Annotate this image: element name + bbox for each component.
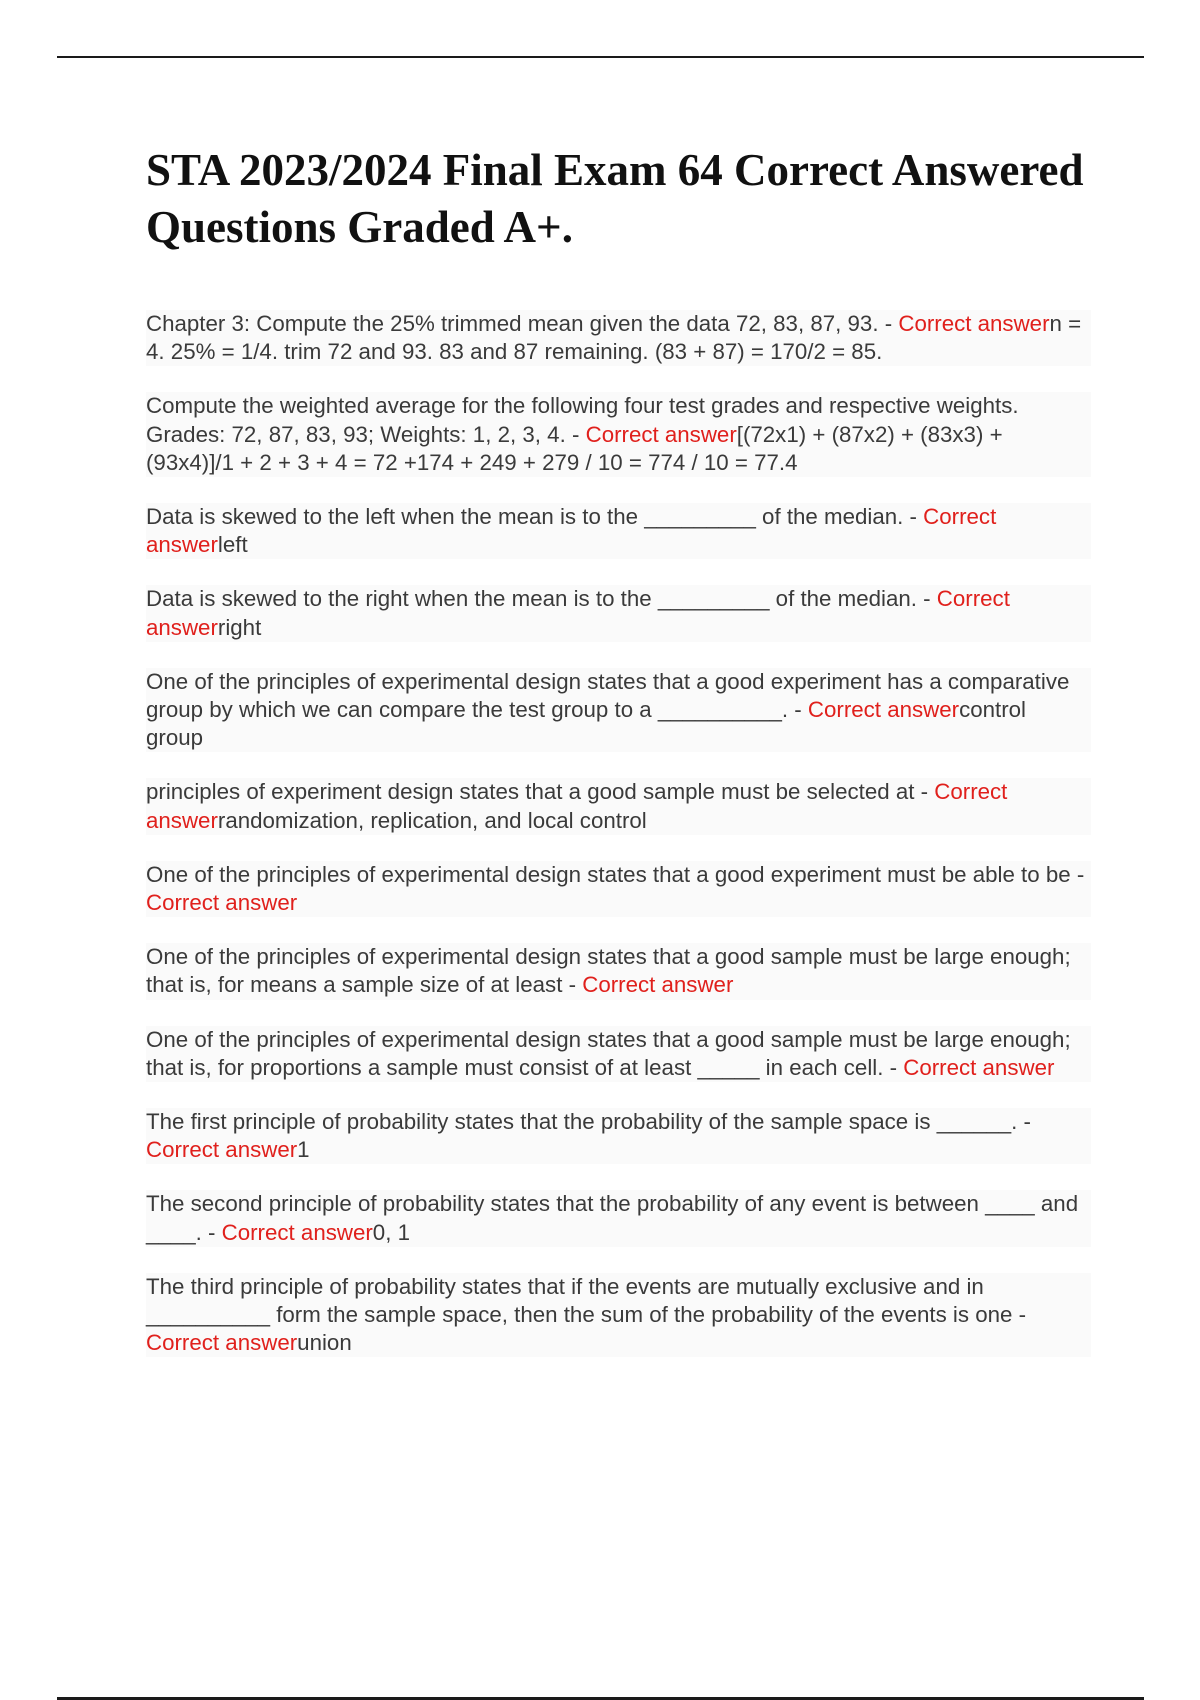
qa-item — [146, 392, 1091, 477]
question-text: The first principle of probability states that the probability of the sample space is ______. - — [146, 1109, 1031, 1135]
answer-text: [(72x1) + (87x2) + (83x3) + (93x4)]/1 + 2 + 3 + 4 = 72 +174 + 249 + 279 / 10 = 774 / 10 = 77.4 — [146, 421, 1003, 475]
qa-list — [146, 310, 1091, 1357]
question-text: Data is skewed to the right when the mean is to the _________ of the median. - — [146, 586, 937, 612]
question-text: Compute the weighted average for the following four test grades and respective weights. Grades: 72, 87, 83, 93; Weights: 1, 2, 3, 4. - — [146, 393, 1019, 447]
question-text: The third principle of probability states that if the events are mutually exclusive and in __________ form the sample space, then the sum of the probability of the events is one - — [146, 1273, 1027, 1328]
answer-text: left — [217, 532, 248, 558]
qa-item — [146, 1026, 1091, 1082]
correct-answer-label: Correct answer — [903, 1054, 1055, 1080]
correct-answer-label: Correct answer — [146, 586, 1010, 640]
qa-item — [146, 1273, 1091, 1358]
correct-answer-label: Correct answer — [582, 972, 734, 998]
question-text: principles of experiment design states that a good sample must be selected at - — [146, 779, 935, 805]
answer-text: control group — [146, 697, 1027, 751]
qa-item — [146, 503, 1091, 559]
correct-answer-label: Correct answer — [146, 1137, 298, 1163]
question-text: Data is skewed to the left when the mean is to the _________ of the median. - — [146, 504, 924, 530]
qa-item — [146, 861, 1091, 917]
question-text: The second principle of probability states that the probability of any event is between ____ and ____. - — [146, 1191, 1079, 1245]
document-title: STA 2023/2024 Final Exam 64 Correct Answered Questions Graded A+. — [146, 145, 1084, 252]
qa-item — [146, 778, 1091, 834]
qa-item — [146, 943, 1091, 999]
qa-item — [146, 668, 1091, 753]
correct-answer-label: Correct answer — [585, 421, 737, 447]
qa-item — [146, 1190, 1091, 1246]
correct-answer-label: Correct answer — [146, 890, 298, 916]
question-text: One of the principles of experimental design states that a good experiment must be able to be - — [146, 861, 1085, 887]
answer-text: right — [217, 614, 262, 640]
correct-answer-label: Correct answer — [221, 1219, 373, 1245]
answer-text: union — [297, 1330, 352, 1356]
question-text: One of the principles of experimental design states that a good sample must be large enough; that is, for proportions a sample must consist of at least _____ in each cell. - — [146, 1026, 1071, 1080]
correct-answer-label: Correct answer — [898, 311, 1050, 336]
correct-answer-label: Correct answer — [146, 1330, 298, 1356]
qa-item — [146, 1108, 1091, 1164]
document-body — [146, 142, 1091, 1383]
question-text: Chapter 3: Compute the 25% trimmed mean given the data 72, 83, 87, 93. - — [146, 311, 899, 336]
answer-text: randomization, replication, and local control — [217, 807, 647, 833]
answer-text: n = 4. 25% = 1/4. trim 72 and 93. 83 and 87 remaining. (83 + 87) = 170/2 = 85. — [146, 311, 1082, 365]
qa-item — [146, 310, 1091, 366]
question-text: One of the principles of experimental design states that a good experiment has a comparative group by which we can compare the test group to a __________. - — [146, 668, 1070, 723]
answer-text: 0, 1 — [372, 1219, 410, 1245]
correct-answer-label: Correct answer — [146, 779, 1008, 833]
top-divider — [57, 56, 1144, 58]
answer-text: 1 — [297, 1137, 310, 1163]
qa-item — [146, 585, 1091, 641]
correct-answer-label: Correct answer — [146, 504, 997, 558]
question-text: One of the principles of experimental design states that a good sample must be large enough; that is, for means a sample size of at least - — [146, 944, 1071, 998]
correct-answer-label: Correct answer — [807, 697, 960, 723]
